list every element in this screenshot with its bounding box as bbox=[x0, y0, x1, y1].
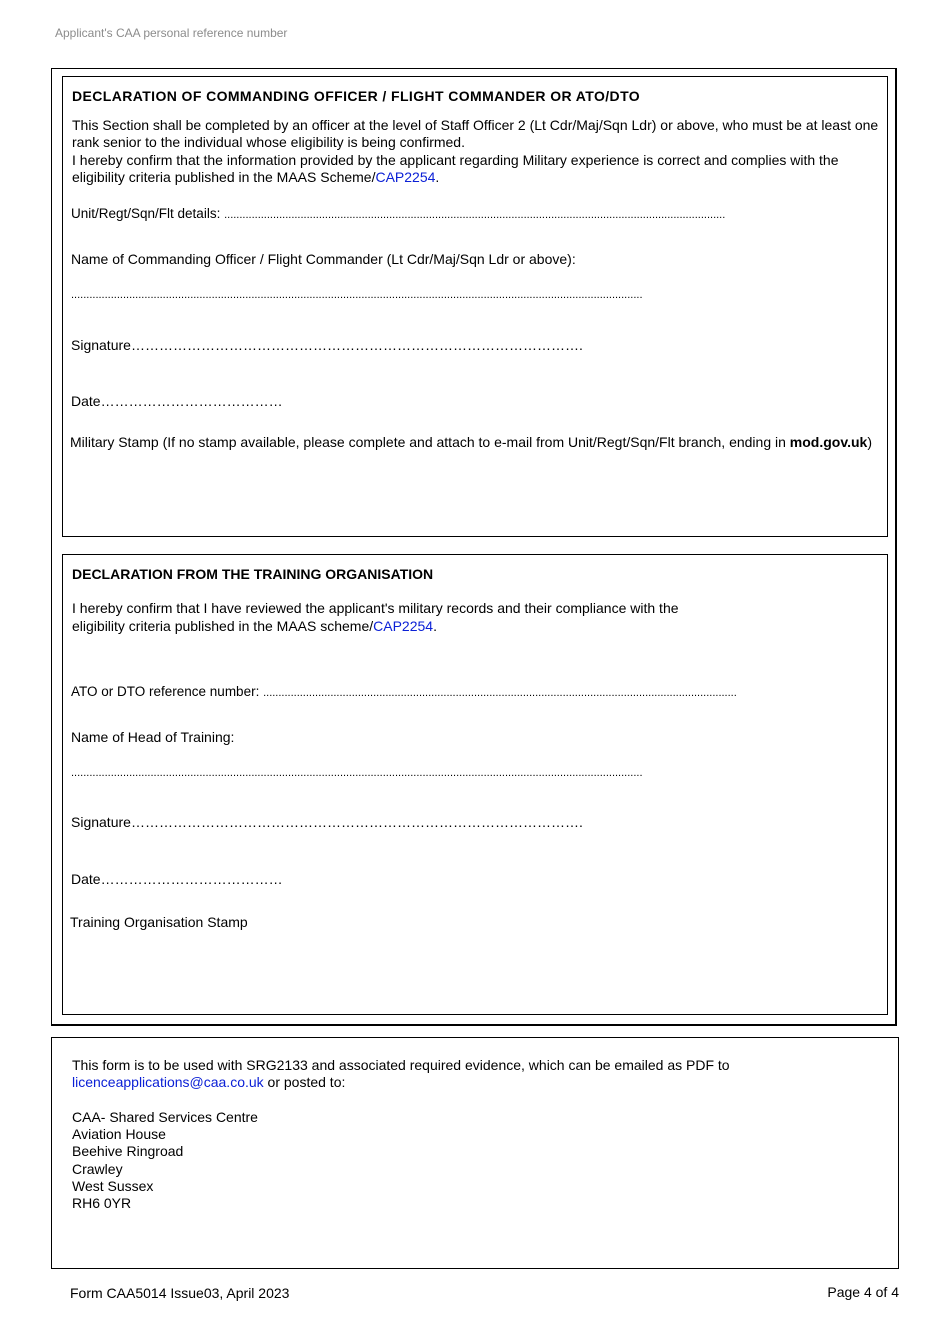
to-ato-reference-field[interactable] bbox=[71, 683, 737, 702]
to-date-field[interactable] bbox=[71, 871, 283, 888]
to-signature-dots: ……………………………………………………………………………………. bbox=[130, 814, 583, 830]
co-intro-line-2: rank senior to the individual whose eligibility is being confirmed. bbox=[72, 134, 465, 150]
co-stamp-text: Military Stamp (If no stamp available, please complete and attach to e-mail from Unit/Regt/Sqn/Flt branch, ending in bbox=[70, 434, 790, 450]
co-signature-label: Signature bbox=[71, 337, 131, 353]
submission-posted-suffix: or posted to: bbox=[263, 1074, 346, 1090]
co-unit-details-label: Unit/Regt/Sqn/Flt details: bbox=[71, 206, 225, 221]
to-ato-reference-dots: ........................................................................................................................................................... bbox=[263, 687, 737, 699]
co-confirm-line-2-text: eligibility criteria published in the MAAS Scheme/ bbox=[72, 169, 376, 185]
co-intro-line-1: This Section shall be completed by an officer at the level of Staff Officer 2 (Lt Cdr/Maj/Sqn Ldr) or above, who must be at least one bbox=[72, 117, 879, 133]
co-military-stamp-label bbox=[70, 434, 872, 451]
to-confirm-line-1: I hereby confirm that I have reviewed the applicant's military records and their compliance with the bbox=[72, 600, 679, 616]
co-signature-dots: ……………………………………………………………………………………. bbox=[130, 337, 583, 353]
co-section-title: DECLARATION OF COMMANDING OFFICER / FLIGHT COMMANDER OR ATO/DTO bbox=[72, 88, 641, 104]
co-stamp-close: ) bbox=[867, 434, 872, 450]
to-section-title: DECLARATION FROM THE TRAINING ORGANISATION bbox=[72, 566, 434, 582]
co-date-dots: ………………………………… bbox=[100, 393, 283, 409]
address-line: Beehive Ringroad bbox=[72, 1143, 184, 1159]
to-head-of-training-label: Name of Head of Training: bbox=[71, 729, 235, 745]
co-unit-details-field[interactable] bbox=[71, 205, 725, 224]
applicant-reference-label: Applicant's CAA personal reference number bbox=[55, 26, 288, 40]
co-signature-field[interactable] bbox=[71, 337, 583, 354]
co-name-field[interactable]: ........................................................................................................................................................................................... bbox=[71, 289, 643, 301]
to-confirm-line-2 bbox=[72, 618, 437, 635]
to-head-of-training-field[interactable]: ........................................................................................................................................................................................... bbox=[71, 767, 643, 779]
form-identifier: Form CAA5014 Issue03, April 2023 bbox=[70, 1285, 290, 1301]
to-signature-label: Signature bbox=[71, 814, 131, 830]
address-line: West Sussex bbox=[72, 1178, 154, 1194]
co-name-label: Name of Commanding Officer / Flight Commander (Lt Cdr/Maj/Sqn Ldr or above): bbox=[71, 251, 576, 267]
to-date-dots: ………………………………… bbox=[100, 871, 283, 887]
to-signature-field[interactable] bbox=[71, 814, 583, 831]
to-confirm-line-2-text: eligibility criteria published in the MAAS scheme/ bbox=[72, 618, 374, 634]
submission-email-link[interactable]: licenceapplications@caa.co.uk bbox=[72, 1074, 264, 1090]
co-cap2254-link[interactable]: CAP2254 bbox=[375, 169, 436, 185]
to-date-label: Date bbox=[71, 871, 101, 887]
to-ato-reference-label: ATO or DTO reference number: bbox=[71, 684, 264, 699]
to-cap2254-link[interactable]: CAP2254 bbox=[373, 618, 434, 634]
address-line: Crawley bbox=[72, 1161, 123, 1177]
co-date-field[interactable] bbox=[71, 393, 283, 410]
submission-line-1: This form is to be used with SRG2133 and associated required evidence, which can be emailed as PDF to bbox=[72, 1057, 730, 1073]
co-confirm-line-1: I hereby confirm that the information provided by the applicant regarding Military experience is correct and complies with the bbox=[72, 152, 839, 168]
to-confirm-period: . bbox=[433, 618, 437, 634]
page-number: Page 4 of 4 bbox=[827, 1284, 899, 1300]
address-line: Aviation House bbox=[72, 1126, 166, 1142]
co-stamp-domain: mod.gov.uk bbox=[789, 434, 868, 450]
submission-line-2 bbox=[72, 1074, 345, 1091]
co-unit-details-dots: .................................................................................................................................................................... bbox=[224, 209, 726, 221]
co-date-label: Date bbox=[71, 393, 101, 409]
address-line: CAA- Shared Services Centre bbox=[72, 1109, 258, 1125]
to-stamp-label: Training Organisation Stamp bbox=[70, 914, 248, 930]
address-line: RH6 0YR bbox=[72, 1195, 132, 1211]
co-confirm-period: . bbox=[435, 169, 440, 185]
co-confirm-line-2 bbox=[72, 169, 439, 186]
